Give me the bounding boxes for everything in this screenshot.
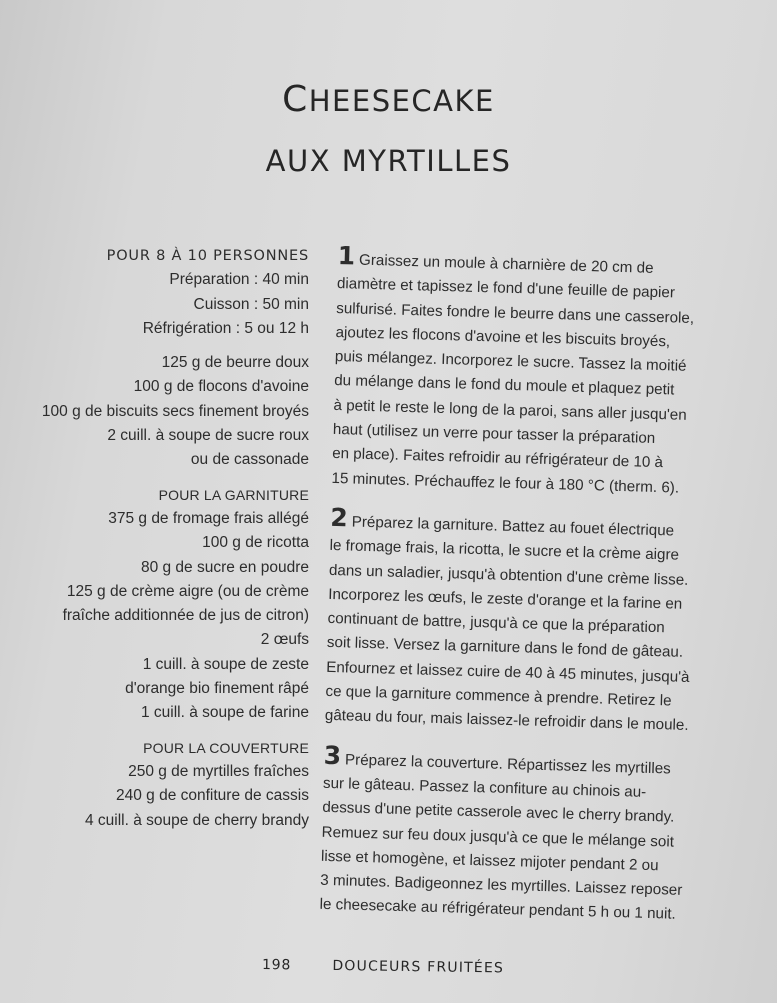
step-line: diamètre et tapissez le fond d'une feuille de papier	[336, 275, 676, 302]
step-line: sur le gâteau. Passez la confiture au chinois au-	[322, 774, 647, 801]
step-line: ce que la garniture commence à prendre. Retirez le	[325, 682, 672, 710]
ingredient-line: ou de cassonade	[190, 451, 309, 469]
step-line: soit lisse. Versez la garniture dans le fond de gâteau.	[326, 634, 684, 662]
step-line: 15 minutes. Préchauffez le four à 180 °C (therm. 6).	[331, 469, 680, 497]
base-ingredients	[9, 351, 309, 472]
title-line-1: CHEESECAKE	[282, 79, 495, 120]
step-line: Remuez sur feu doux jusqu'à ce que le mélange soit	[321, 823, 675, 851]
step-3	[319, 740, 729, 928]
step-line: le cheesecake au réfrigérateur pendant 5 h ou 1 nuit.	[319, 896, 677, 924]
step-line: ajoutez les flocons d'avoine et les biscuits broyés,	[335, 323, 671, 351]
step-line: dessus d'une petite casserole avec le cherry brandy.	[322, 799, 675, 826]
ingredient-line: 1 cuill. à soupe de farine	[140, 704, 309, 722]
step-line: haut (utilisez un verre pour tasser la préparation	[332, 421, 656, 448]
ingredient-line: 100 g de flocons d'avoine	[133, 378, 309, 396]
step-line: du mélange dans le fond du moule et plaquez petit	[333, 372, 675, 399]
ingredient-line: 240 g de confiture de cassis	[115, 787, 309, 805]
ingredient-line: 2 cuill. à soupe de sucre roux	[107, 427, 309, 445]
ingredient-line: 100 g de biscuits secs finement broyés	[41, 402, 309, 420]
instructions-column	[319, 241, 743, 946]
page-footer	[262, 957, 504, 976]
step-number: 2	[330, 502, 349, 533]
step-2	[324, 502, 736, 740]
ingredient-line: 375 g de fromage frais allégé	[108, 509, 309, 527]
ingredients-column	[9, 244, 309, 843]
refrigeration-time: Réfrigération : 5 ou 12 h	[142, 319, 309, 337]
couverture-heading: POUR LA COUVERTURE	[143, 739, 309, 756]
ingredient-line: 1 cuill. à soupe de zeste	[142, 655, 309, 673]
step-line: sulfurisé. Faites fondre le beurre dans une casserole,	[336, 299, 695, 327]
garniture-ingredients	[9, 483, 309, 726]
ingredient-line: 125 g de crème aigre (ou de crème	[66, 582, 309, 600]
servings: POUR 8 À 10 PERSONNES	[106, 248, 309, 264]
title-line-2: AUX MYRTILLES	[265, 144, 512, 178]
page-number: 198	[261, 957, 292, 974]
step-line: 1 Graissez un moule à charnière de 20 cm de	[337, 241, 654, 277]
ingredient-line: 2 œufs	[260, 631, 309, 649]
step-line: à petit le reste le long de la paroi, sans aller jusqu'en	[333, 396, 687, 424]
step-line: dans un saladier, jusqu'à obtention d'une crème lisse.	[328, 561, 689, 589]
step-line: en place). Faites refroidir au réfrigérateur de 10 à	[331, 445, 664, 472]
step-line: puis mélangez. Incorporez le sucre. Tassez la moitié	[334, 348, 687, 375]
garniture-heading: POUR LA GARNITURE	[158, 486, 309, 503]
ingredient-line: 80 g de sucre en poudre	[140, 558, 309, 576]
ingredient-line: 100 g de ricotta	[202, 534, 309, 552]
step-line: 3 minutes. Badigeonnez les myrtilles. Laissez reposer	[320, 871, 683, 899]
step-line: 2 Préparez la garniture. Battez au fouet électrique	[330, 502, 675, 540]
cooking-time: Cuisson : 50 min	[193, 295, 309, 313]
step-number: 3	[323, 740, 342, 770]
step-line: Enfournez et laissez cuire de 40 à 45 minutes, jusqu'à	[326, 658, 690, 686]
chapter-title: DOUCEURS FRUITÉES	[332, 957, 505, 977]
step-1	[331, 241, 743, 502]
step-line: 3 Préparez la couverture. Répartissez les myrtilles	[323, 740, 671, 778]
recipe-info	[9, 244, 309, 341]
step-line: Incorporez les œufs, le zeste d'orange et la farine en	[328, 585, 683, 613]
step-line: gâteau du four, mais laissez-le refroidir dans le moule.	[324, 707, 689, 735]
preparation-time: Préparation : 40 min	[169, 271, 309, 289]
ingredient-line: 4 cuill. à soupe de cherry brandy	[84, 811, 309, 829]
couverture-ingredients	[9, 736, 309, 833]
step-line: continuant de battre, jusqu'à ce que la préparation	[327, 610, 665, 637]
recipe-title	[0, 70, 777, 191]
ingredient-line: fraîche additionnée de jus de citron)	[62, 607, 309, 625]
ingredient-line: 125 g de beurre doux	[161, 354, 309, 372]
step-line: lisse et homogène, et laissez mijoter pendant 2 ou	[320, 847, 659, 875]
step-line: le fromage frais, la ricotta, le sucre et la crème aigre	[329, 537, 680, 564]
ingredient-line: 250 g de myrtilles fraîches	[128, 762, 309, 780]
ingredient-line: d'orange bio finement râpé	[125, 680, 309, 698]
step-number: 1	[337, 241, 356, 271]
